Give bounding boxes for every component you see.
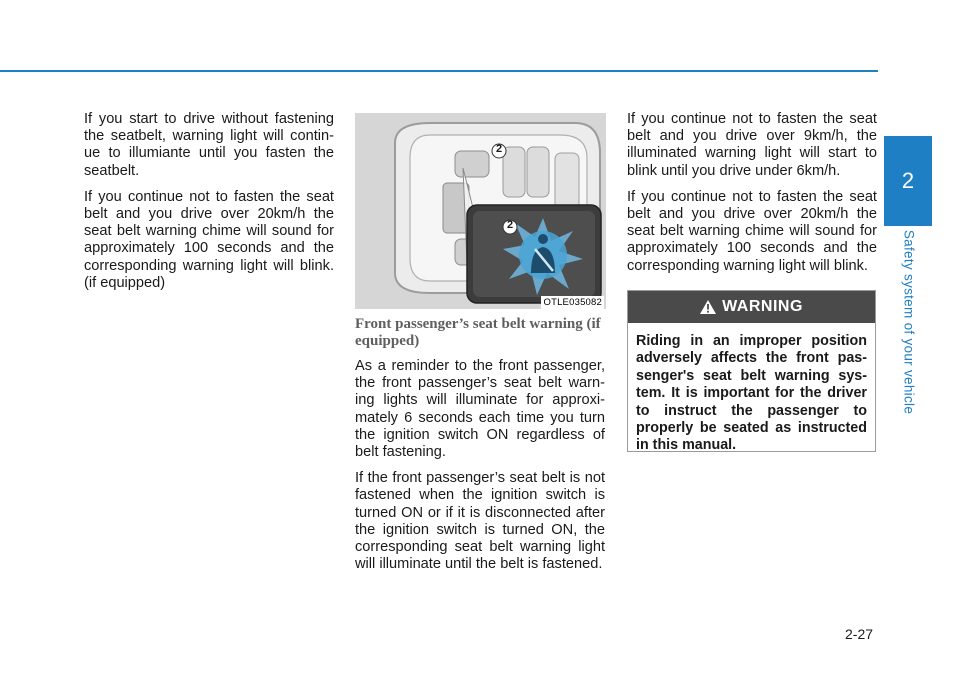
header-rule — [0, 70, 878, 72]
chapter-title: Safety system of your vehicle — [901, 229, 917, 415]
page-number: 2-27 — [845, 626, 874, 642]
chapter-number: 2 — [901, 168, 915, 193]
paragraph: If the front passenger’s seat belt is not fastened when the ignition switch is turned ON or if it is disconnected after the ignition switch is turned ON, the corresponding seat belt warning light will illuminate until the belt is fastened. — [355, 470, 605, 573]
paragraph: If you continue not to fasten the seat belt and you drive over 20km/h the seat belt warning chime will sound for approximately 100 seconds and the corresponding warning light will blink. — [627, 188, 877, 274]
warning-text: Riding in an improper position adversely affects the front pas-senger's seat belt warning sys-tem. It is important for the driver to instruct the passenger to properly be seated as instructed in this manual. — [636, 333, 867, 454]
car-seatbelt-illustration — [355, 113, 606, 309]
warning-triangle-icon — [700, 300, 716, 314]
paragraph: If you continue not to fasten the seat belt and you drive over 20km/h the seat belt warning chime will sound for approximately 100 seconds and the corresponding warning light will blink. (if equipped) — [84, 188, 334, 291]
chapter-side-title — [896, 229, 922, 415]
figure-code: OTLE035082 — [543, 297, 602, 308]
car-top-view-image — [355, 113, 606, 309]
warning-title: WARNING — [722, 298, 803, 315]
callout-number: 2 — [495, 143, 503, 155]
callout-number: 2 — [506, 219, 514, 231]
chapter-tab — [884, 136, 932, 226]
warning-box — [627, 290, 876, 452]
paragraph: If you start to drive without fastening the seatbelt, warning light will contin-ue to illumiante until you fasten the seatbelt. — [84, 111, 334, 179]
paragraph: If you continue not to fasten the seat belt and you drive over 9km/h, the illuminated warning light will start to blink until you drive under 6km/h. — [627, 111, 877, 179]
middle-column — [355, 316, 605, 582]
left-column — [84, 111, 334, 301]
right-column — [627, 111, 877, 284]
paragraph: As a reminder to the front passenger, the front passenger’s seat belt warn-ing lights will illuminate for approxi-mately 6 seconds each time you turn the ignition switch ON regardless of belt fastening. — [355, 358, 605, 461]
warning-header — [628, 291, 875, 323]
section-heading: Front passenger’s seat belt warning (if equipped) — [355, 316, 601, 349]
